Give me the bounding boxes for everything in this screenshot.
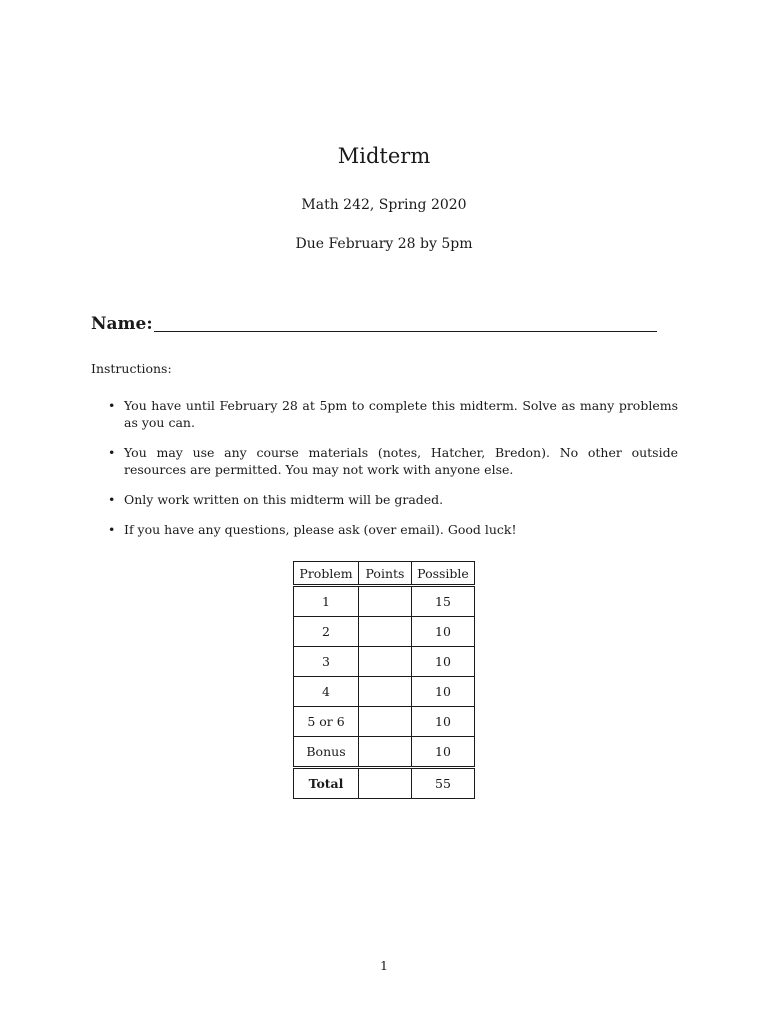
table-row [294,647,475,677]
problem-cell: 4 [294,677,359,707]
possible-cell: 10 [412,737,475,768]
bullet-icon: • [108,522,116,537]
course-info: Math 242, Spring 2020 [301,197,467,213]
points-cell [359,737,412,768]
possible-cell: 10 [412,617,475,647]
score-table [293,561,475,799]
problem-cell: 2 [294,617,359,647]
name-blank-line [154,331,657,332]
total-points-cell [359,768,412,799]
problem-cell: 3 [294,647,359,677]
column-header-points: Points [359,562,412,586]
instruction-text: You have until February 28 at 5pm to complete this midterm. Solve as many problems as you can. [124,398,678,430]
points-cell [359,707,412,737]
points-cell [359,647,412,677]
column-header-possible: Possible [412,562,475,586]
total-label-cell: Total [294,768,359,799]
document-title: Midterm [337,144,431,168]
instruction-text: Only work written on this midterm will be graded. [124,492,444,507]
possible-cell: 15 [412,586,475,617]
instruction-item [108,397,678,431]
problem-cell: 1 [294,586,359,617]
name-field [91,312,657,336]
table-row [294,737,475,768]
page-number: 1 [380,958,388,973]
table-row [294,677,475,707]
column-header-problem: Problem [294,562,359,586]
instruction-text: You may use any course materials (notes, Hatcher, Bredon). No other outside resources are permitted. You may not work with anyone else. [124,445,678,477]
instructions-heading: Instructions: [91,361,172,376]
table-row [294,586,475,617]
table-row [294,617,475,647]
bullet-icon: • [108,398,116,413]
points-cell [359,617,412,647]
due-date: Due February 28 by 5pm [295,236,473,252]
possible-cell: 10 [412,707,475,737]
total-row [294,768,475,799]
instruction-text: If you have any questions, please ask (over email). Good luck! [124,522,517,537]
instruction-item [108,444,678,478]
name-label: Name: [91,314,153,334]
bullet-icon: • [108,492,116,507]
instructions-list [108,397,678,551]
instruction-item [108,491,678,508]
points-cell [359,586,412,617]
instruction-item [108,521,678,538]
possible-cell: 10 [412,677,475,707]
total-possible-cell: 55 [412,768,475,799]
bullet-icon: • [108,445,116,460]
table-row [294,707,475,737]
points-cell [359,677,412,707]
problem-cell: Bonus [294,737,359,768]
score-table-header [294,562,475,586]
problem-cell: 5 or 6 [294,707,359,737]
possible-cell: 10 [412,647,475,677]
